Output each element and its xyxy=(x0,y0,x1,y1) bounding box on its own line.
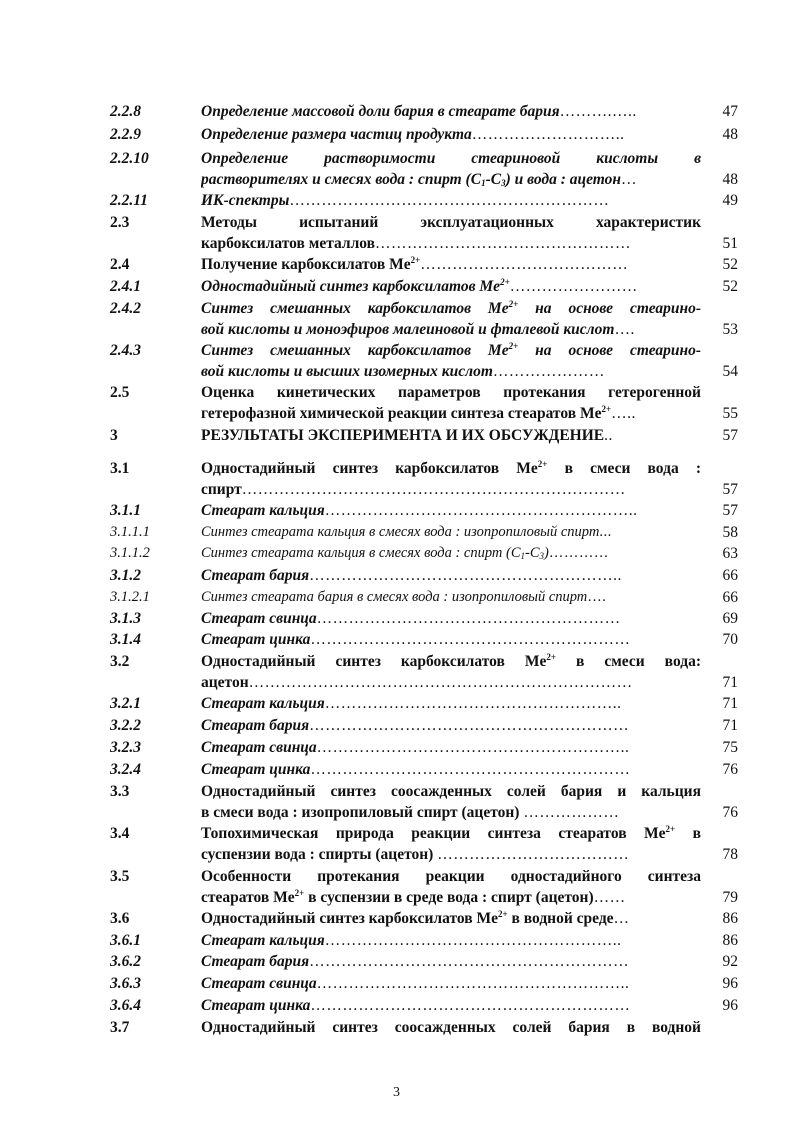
toc-entry-title-line: Одностадийный синтез карбоксилатов $Me^{2+}$ в смеси вода: xyxy=(201,652,701,670)
toc-entry-title xyxy=(201,382,701,424)
toc-entry-title xyxy=(201,1017,701,1038)
toc-entry-title xyxy=(201,543,701,564)
toc-entry-title-line: Синтез смешанных карбоксилатов $Me^{2+}$ на основе стеарино- xyxy=(201,299,701,317)
leader-dots: ………………………………………… xyxy=(375,235,632,252)
toc-entry-title-line: Одностадийный синтез соосажденных солей бария в водной xyxy=(201,1019,701,1036)
leader-dots: …………………… xyxy=(509,278,638,295)
toc-entry-title xyxy=(201,522,701,543)
toc-entry-title xyxy=(201,500,701,521)
leader-dots: ……………………………………………….. xyxy=(324,932,622,949)
toc-entry-title-line: суспензии вода : спирты (ацетон) ……………………………… xyxy=(201,846,630,863)
leader-dots: … xyxy=(613,910,630,927)
toc-entry-title-line: растворителях и смесях вода : спирт $(С_1-С_3)$ и вода : ацетон… xyxy=(201,171,637,188)
toc-entry-title xyxy=(201,973,701,994)
toc-entry-page: 52 xyxy=(722,278,738,295)
toc-entry-title xyxy=(201,759,701,780)
toc-entry-number: 3.2.1 xyxy=(110,695,141,712)
leader-dots: …. xyxy=(587,589,607,605)
toc-entry-number: 2.2.11 xyxy=(110,192,148,209)
toc-entry-title xyxy=(201,951,701,972)
toc-entry-title-line: Стеарат свинца………………………………………………….. xyxy=(201,975,630,992)
toc-entry-title xyxy=(201,587,701,608)
toc-entry-number: 3.1.2.1 xyxy=(110,589,150,605)
toc-entry-title-line: Стеарат кальция……………………………………………….. xyxy=(201,932,622,949)
toc-entry-title xyxy=(201,629,701,650)
toc-entry-title-line: Методы испытаний эксплуатационных характеристик xyxy=(201,214,701,231)
leader-dots: … xyxy=(621,171,637,188)
toc-entry-title xyxy=(201,930,701,951)
toc-entry-number: 3.5 xyxy=(110,868,130,885)
toc-entry-title-line: Определение растворимости стеариновой кислоты в xyxy=(201,150,701,167)
toc-entry-number: 2.2.9 xyxy=(110,126,141,143)
toc-entry-page: 48 xyxy=(722,126,738,143)
toc-entry-page: 92 xyxy=(722,953,738,970)
toc-entry-title-line: Стеарат бария………………………………………………….. xyxy=(201,567,622,584)
toc-entry-page: 79 xyxy=(722,889,738,906)
toc-entry-number: 3 xyxy=(110,427,118,444)
toc-entry-title xyxy=(201,608,701,629)
toc-entry-number: 3.1.1.2 xyxy=(110,545,150,561)
toc-entry-title xyxy=(201,101,701,122)
toc-entry-title xyxy=(201,254,701,275)
toc-entry-page: 53 xyxy=(722,321,738,338)
toc-entry-page: 86 xyxy=(722,932,738,949)
toc-entry-page: 71 xyxy=(722,695,738,712)
toc-entry-page: 66 xyxy=(722,567,738,584)
toc-entry-title-line: Одностадийный синтез карбоксилатов $Me^{2+}\dots\dots\dots\dots\dots\dots\dots\dots$ xyxy=(201,277,638,295)
toc-entry-page: 48 xyxy=(722,171,738,188)
toc-entry-title xyxy=(201,298,701,340)
toc-entry-title-line: карбоксилатов металлов………………………………………… xyxy=(201,235,632,252)
toc-entry-title-line: Особенности протекания реакции одностадийного синтеза xyxy=(201,868,701,885)
leader-dots: ……………… xyxy=(523,804,620,821)
toc-entry-title-line: Одностадийный синтез карбоксилатов $Me^{2+}$ в смеси вода : xyxy=(201,459,701,477)
toc-entry-title-line: Стеарат бария…………………………………………………… xyxy=(201,953,630,970)
toc-entry-title-line: Синтез стеарата кальция в смесях вода : спирт $(С_1-С_3)\dots\dots\dots\dots$ xyxy=(201,545,609,561)
toc-entry-number: 3.2 xyxy=(110,653,130,670)
toc-entry-page: 47 xyxy=(722,103,738,120)
toc-entry-page: 49 xyxy=(722,192,738,209)
toc-entry-number: 3.6.4 xyxy=(110,997,141,1014)
toc-entry-page: 57 xyxy=(722,481,738,498)
toc-entry-page: 52 xyxy=(722,256,738,273)
toc-entry-title-line: Стеарат цинка…………………………………………………… xyxy=(201,761,631,778)
toc-entry-title xyxy=(201,190,701,211)
toc-entry-title-line: Определение размера частиц продукта……………………….. xyxy=(201,126,625,143)
toc-entry-page: 96 xyxy=(722,975,738,992)
toc-entry-title-line: Одностадийный синтез карбоксилатов $Me^{2+}$ в водной среде… xyxy=(201,909,630,927)
toc-entry-page: 76 xyxy=(722,761,738,778)
leader-dots: ……………………………… xyxy=(437,846,630,863)
toc-entry-title xyxy=(201,458,701,500)
leader-dots: .. xyxy=(604,427,613,444)
toc-entry-page: 76 xyxy=(722,804,738,821)
leader-dots: …………………………………………………… xyxy=(310,631,631,648)
toc-entry-number: 2.5 xyxy=(110,384,130,401)
toc-entry-page: 71 xyxy=(722,717,738,734)
toc-entry-page: 70 xyxy=(722,631,738,648)
toc-entry-title-line: Синтез стеарата кальция в смесях вода : изопропиловый спирт... xyxy=(201,524,612,540)
toc-entry-page: 86 xyxy=(722,910,738,927)
toc-entry-title xyxy=(201,340,701,382)
leader-dots: …………………………………………………… xyxy=(309,717,630,734)
leader-dots: ………………………………………………….. xyxy=(316,739,630,756)
toc-entry-title xyxy=(201,212,701,254)
toc-entry-number: 3.2.3 xyxy=(110,739,141,756)
leader-dots: ………………………………… xyxy=(420,256,629,273)
toc-entry-title-line: Синтез смешанных карбоксилатов $Me^{2+}$ на основе стеарино- xyxy=(201,341,701,359)
toc-entry-number: 2.4 xyxy=(110,256,130,273)
toc-entry-title-line: вой кислоты и моноэфиров малеиновой и фталевой кислот…. xyxy=(201,321,635,338)
toc-entry-title xyxy=(201,908,701,929)
toc-entry-title-line: Оценка кинетических параметров протекания гетерогенной xyxy=(201,384,701,401)
toc-entry-page: 57 xyxy=(722,427,738,444)
leader-dots: ………………………………………………….. xyxy=(316,975,630,992)
toc-entry-page: 54 xyxy=(722,363,738,380)
leader-dots: …………………………………………………… xyxy=(289,192,610,209)
toc-entry-number: 2.4.1 xyxy=(110,278,141,295)
leader-dots: ………………………………………………… xyxy=(316,610,621,627)
toc-entry-number: 3.1.2 xyxy=(110,567,141,584)
toc-entry-page: 57 xyxy=(722,502,738,519)
toc-entry-number: 2.3 xyxy=(110,214,130,231)
toc-entry-page: 66 xyxy=(722,589,738,606)
toc-entry-number: 3.4 xyxy=(110,825,130,842)
toc-entry-number: 3.1 xyxy=(110,460,130,477)
toc-entry-title xyxy=(201,823,701,865)
toc-entry-title-line: Стеарат кальция………………………………………………….. xyxy=(201,502,638,519)
toc-entry-title-line: вой кислоты и высших изомерных кислот………………… xyxy=(201,363,605,380)
toc-entry-title-line: спирт……………………………………………………………… xyxy=(201,481,626,498)
leader-dots: ……….….. xyxy=(559,103,637,120)
toc-entry-number: 2.4.2 xyxy=(110,300,141,317)
toc-entry-page: 78 xyxy=(722,846,738,863)
leader-dots: ……………………………………………………………… xyxy=(241,481,626,498)
toc-entry-title-line: Определение массовой доли бария в стеарате бария……….….. xyxy=(201,103,637,120)
toc-entry-title xyxy=(201,148,701,190)
toc-entry-title-line: Стеарат свинца………………………………………………….. xyxy=(201,739,630,756)
toc-entry-number: 3.2.2 xyxy=(110,717,141,734)
leader-dots: …………………………………………………… xyxy=(310,761,631,778)
page-number: 3 xyxy=(393,1085,400,1100)
toc-entry-title xyxy=(201,565,701,586)
toc-entry-page: 69 xyxy=(722,610,738,627)
toc-entry-title xyxy=(201,425,701,446)
toc-entry-title xyxy=(201,715,701,736)
toc-entry-page: 55 xyxy=(722,405,738,422)
toc-entry-title-line: Стеарат бария…………………………………………………… xyxy=(201,717,630,734)
toc-entry-title-line: Стеарат цинка…………………………………………………… xyxy=(201,631,631,648)
toc-entry-page: 75 xyxy=(722,739,738,756)
toc-entry-number: 3.1.1 xyxy=(110,502,141,519)
toc-entry-title-line: стеаратов $Me^{2+}$ в суспензии в среде вода : спирт (ацетон)…… xyxy=(201,888,626,906)
toc-entry-page: 63 xyxy=(722,545,738,562)
toc-entry-page: 58 xyxy=(722,524,738,541)
toc-entry-title-line: гетерофазной химической реакции синтеза стеаратов $Me^{2+}\dots$.. xyxy=(201,404,636,422)
toc-entry-title-line: Стеарат кальция……………………………………………….. xyxy=(201,695,622,712)
toc-entry-title-line: в смеси вода : изопропиловый спирт (ацетон) ……………… xyxy=(201,804,620,821)
toc-entry-title-line: Топохимическая природа реакции синтеза стеаратов $Me^{2+}$ в xyxy=(201,824,701,842)
toc-entry-number: 2.4.3 xyxy=(110,342,141,359)
toc-entry-title-line: Одностадийный синтез соосажденных солей бария и кальция xyxy=(201,783,701,800)
toc-entry-number: 3.1.1.1 xyxy=(110,524,150,540)
leader-dots: ……………………………………………………………… xyxy=(248,674,633,691)
leader-dots: ………………… xyxy=(492,363,605,380)
toc-entry-number: 2.2.8 xyxy=(110,103,141,120)
toc-entry-title xyxy=(201,693,701,714)
leader-dots: ……………………………………………….. xyxy=(324,695,622,712)
toc-entry-number: 3.6 xyxy=(110,910,130,927)
toc-entry-title-line: Синтез стеарата бария в смесях вода : изопропиловый спирт…. xyxy=(201,589,607,605)
leader-dots: ... xyxy=(599,524,612,540)
toc-entry-title-line: РЕЗУЛЬТАТЫ ЭКСПЕРИМЕНТА И ИХ ОБСУЖДЕНИЕ.. xyxy=(201,427,613,444)
toc-entry-page: 71 xyxy=(722,674,738,691)
toc-entry-number: 3.2.4 xyxy=(110,761,141,778)
toc-entry-title xyxy=(201,781,701,823)
toc-entry-number: 3.1.3 xyxy=(110,610,141,627)
leader-dots: ……………………….. xyxy=(471,126,625,143)
toc-entry-title-line: Получение карбоксилатов $Me^{2+}\dots\dots\dots\dots\dots\dots\dots\dots\dots\dots\dots\dots\dots$ xyxy=(201,255,629,273)
toc-entry-title xyxy=(201,995,701,1016)
toc-entry-title-line: Стеарат цинка…………………………………………………… xyxy=(201,997,631,1014)
toc-entry-title xyxy=(201,866,701,908)
toc-entry-number: 3.6.3 xyxy=(110,975,141,992)
leader-dots: ………………………………………………….. xyxy=(324,502,638,519)
toc-entry-number: 3.1.4 xyxy=(110,631,141,648)
toc-entry-number: 3.6.2 xyxy=(110,953,141,970)
toc-entry-title-line: Стеарат свинца………………………………………………… xyxy=(201,610,621,627)
toc-entry-title xyxy=(201,124,701,145)
leader-dots: …… xyxy=(593,889,626,906)
leader-dots: …………………………………………………… xyxy=(309,953,630,970)
toc-entry-page: 96 xyxy=(722,997,738,1014)
toc-entry-title xyxy=(201,737,701,758)
leader-dots: …. xyxy=(614,321,635,338)
toc-entry-title xyxy=(201,651,701,693)
leader-dots: ………… xyxy=(548,545,609,561)
toc-entry-page: 51 xyxy=(722,235,738,252)
leader-dots: ….. xyxy=(611,405,636,422)
toc-entry-number: 2.2.10 xyxy=(110,150,149,167)
leader-dots: …………………………………………………… xyxy=(310,997,631,1014)
leader-dots: ………………………………………………….. xyxy=(309,567,622,584)
toc-entry-title-line: ИК-спектры…………………………………………………… xyxy=(201,192,610,209)
toc-entry-title-line: ацетон……………………………………………………………… xyxy=(201,674,633,691)
toc-entry-number: 3.6.1 xyxy=(110,932,141,949)
toc-entry-title xyxy=(201,276,701,297)
toc-entry-number: 3.3 xyxy=(110,783,130,800)
toc-entry-number: 3.7 xyxy=(110,1019,130,1036)
